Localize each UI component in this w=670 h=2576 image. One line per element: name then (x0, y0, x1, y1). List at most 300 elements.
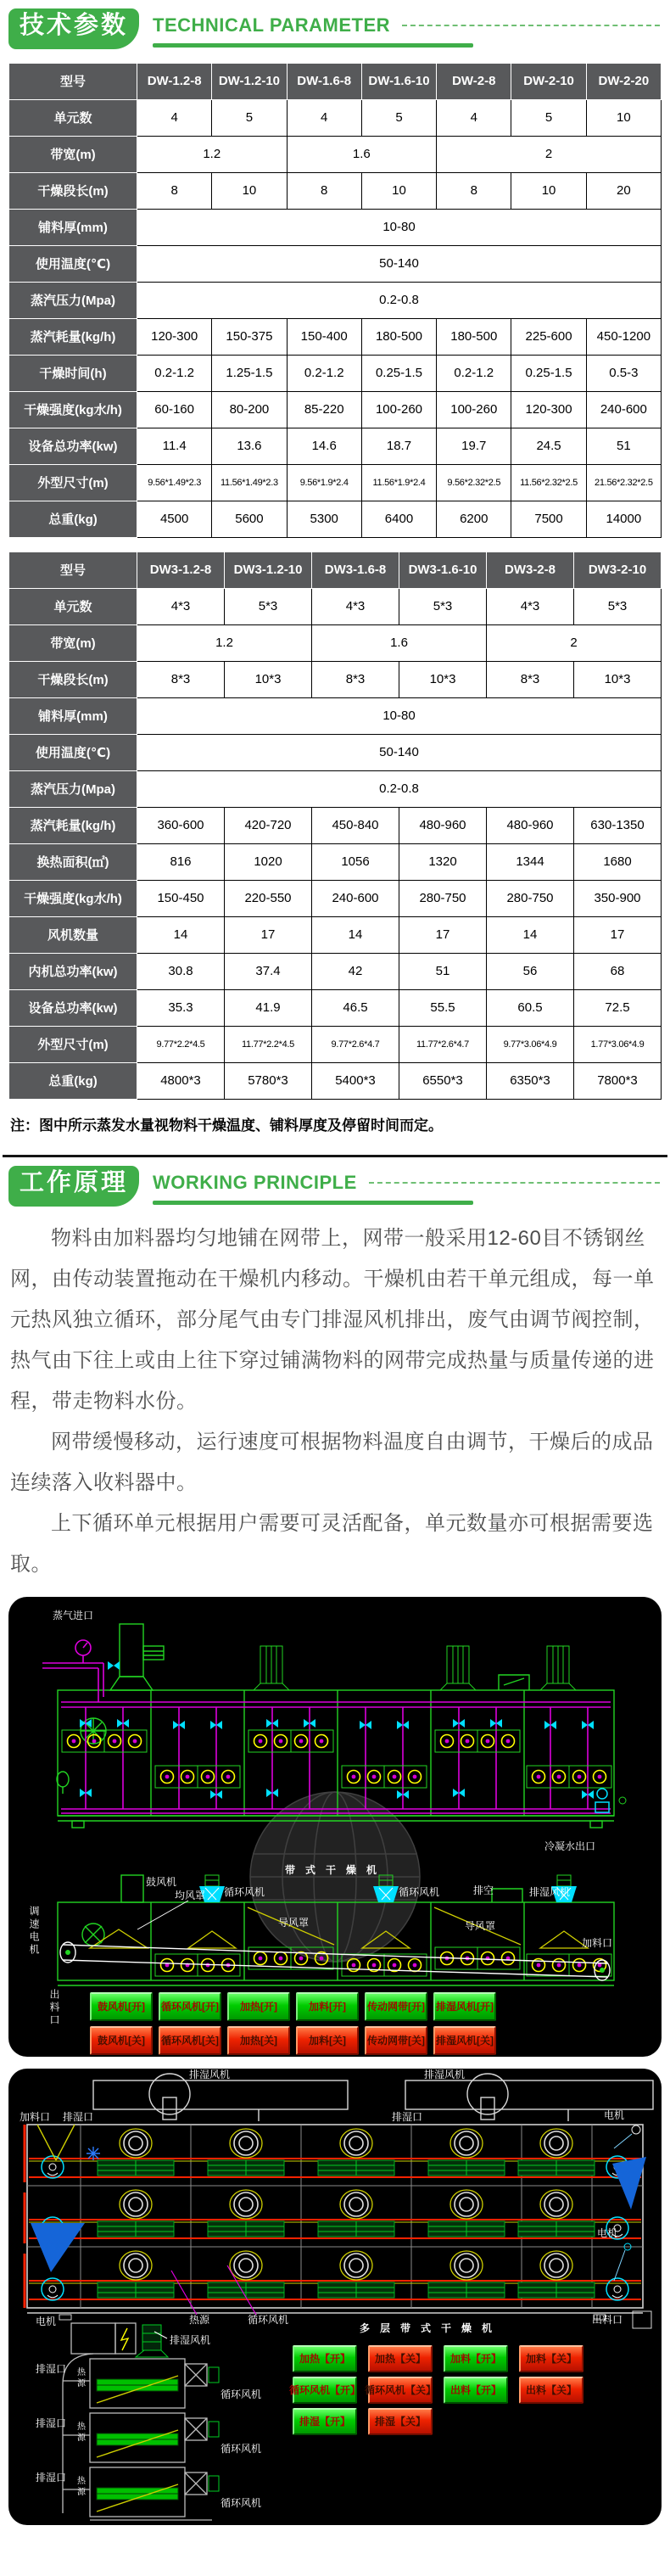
table-row (9, 245, 662, 282)
table-cell: 21.56*2.32*2.5 (586, 464, 661, 501)
row-label: 总重(kg) (9, 1062, 137, 1099)
table-row (9, 391, 662, 428)
condensate-outlet-label: 冷凝水出口 (544, 1840, 596, 1852)
table-row (9, 136, 662, 172)
table-cell: 9.56*1.49*2.3 (137, 464, 212, 501)
table-cell: 60-160 (137, 391, 212, 428)
table-cell: 6400 (361, 501, 436, 537)
row-label: 使用温度(℃) (9, 245, 137, 282)
row-label: 干燥时间(h) (9, 355, 137, 391)
working-principle-badge: 工作原理 (8, 1166, 139, 1207)
model-column-header: DW-1.6-8 (287, 63, 361, 99)
table-cell: 2 (437, 136, 662, 172)
dehumidify-fan-label: 排湿风机 (424, 2068, 466, 2080)
hmi-button-off[interactable]: 排湿【关】 (368, 2408, 433, 2435)
table-row (9, 172, 662, 209)
table-row (9, 501, 662, 537)
table-cell: 56 (487, 953, 574, 989)
heat-exchanger-band (342, 1766, 427, 1788)
table-cell: 480-960 (399, 807, 487, 843)
hmi-button-on[interactable]: 加热[开] (227, 1992, 290, 2021)
working-principle-title-en: WORKING PRINCIPLE (153, 1171, 357, 1193)
table-cell: 280-750 (487, 880, 574, 916)
table-cell: 4800*3 (137, 1062, 225, 1099)
blower-stack-icon (540, 1646, 576, 1690)
circulation-fan-label: 循环风机 (221, 2496, 262, 2509)
table-cell: 50-140 (137, 734, 662, 770)
table-cell: 10 (361, 172, 436, 209)
belt-dryer-hmi-panel (8, 1597, 662, 2057)
feed-inlet-label: 加料口 (20, 2110, 51, 2123)
hmi-button-off[interactable]: 传动网带[关] (365, 2026, 427, 2055)
table-cell: 630-1350 (574, 807, 662, 843)
table-cell: 68 (574, 953, 662, 989)
table-cell: 80-200 (212, 391, 287, 428)
table-cell: 0.2-1.2 (137, 355, 212, 391)
table-row (9, 770, 662, 807)
row-label: 设备总功率(kw) (9, 989, 137, 1026)
dashed-line-decoration (369, 1182, 660, 1184)
model-corner-header: 型号 (9, 552, 137, 588)
table-cell: 0.25-1.5 (511, 355, 586, 391)
hmi-button-on[interactable]: 排湿【开】 (293, 2408, 357, 2435)
discharge-box-icon (633, 2311, 651, 2328)
hmi-button-off[interactable]: 循环风机【关】 (368, 2377, 433, 2404)
table-cell: 14.6 (287, 428, 361, 464)
table-cell: 1.2 (137, 136, 288, 172)
heat-source-label: 热源 (189, 2313, 210, 2326)
table-cell: 450-1200 (586, 318, 661, 355)
table-cell: 10-80 (137, 697, 662, 734)
principle-paragraph: 网带缓慢移动，运行速度可根据物料温度自由调节，干燥后的成品连续落入收料器中。 (10, 1430, 654, 1494)
table-cell: 1.77*3.06*4.9 (574, 1026, 662, 1062)
tech-parameter-header (0, 0, 670, 49)
table-cell: 10-80 (137, 209, 662, 245)
table-cell: 480-960 (487, 807, 574, 843)
row-label: 干燥段长(m) (9, 172, 137, 209)
table-row (9, 953, 662, 989)
row-label: 蒸汽压力(Mpa) (9, 770, 137, 807)
pulley-icon (65, 1950, 70, 1955)
motor-label: 电机 (36, 2315, 57, 2327)
table-cell: 10 (212, 172, 287, 209)
lightning-icon (121, 2328, 128, 2350)
transfer-chute-right (612, 2157, 646, 2209)
row-label: 使用温度(℃) (9, 734, 137, 770)
steam-piping (42, 1640, 611, 1813)
table-cell: 37.4 (225, 953, 312, 989)
model-column-header: DW3-1.2-8 (137, 552, 225, 588)
table-row (9, 807, 662, 843)
table-cell: 14 (137, 916, 225, 953)
row-label: 换热面积(㎡) (9, 843, 137, 880)
dashed-line-decoration (402, 25, 660, 26)
spec-table-multi-layer (8, 552, 662, 1100)
table-row (9, 989, 662, 1026)
feed-chute-icon (37, 2125, 75, 2160)
table-cell: 14 (487, 916, 574, 953)
hmi-button-off[interactable]: 排湿风机[关] (433, 2026, 496, 2055)
table-row (9, 697, 662, 734)
table-cell: 1.6 (312, 624, 487, 661)
table-cell: 1.6 (287, 136, 437, 172)
valve-icon (108, 1661, 120, 1670)
row-label: 带宽(m) (9, 624, 137, 661)
table-cell: 41.9 (225, 989, 312, 1026)
table-row (9, 588, 662, 624)
table-note: 注：图中所示蒸发水量视物料干燥温度、铺料厚度及停留时间而定。 (10, 1117, 443, 1134)
motor-icon (632, 2125, 640, 2134)
spec-table-single-layer (8, 63, 662, 538)
table-cell: 5 (212, 99, 287, 136)
table-cell: 4500 (137, 501, 212, 537)
table-cell: 100-260 (361, 391, 436, 428)
table-cell: 350-900 (574, 880, 662, 916)
feed-inlet-label: 加料口 (582, 1936, 613, 1949)
model-column-header: DW-2-20 (586, 63, 661, 99)
hmi-button-on[interactable]: 加料【开】 (444, 2345, 508, 2372)
tech-parameter-title-en: TECHNICAL PARAMETER (153, 14, 391, 36)
table-cell: 5*3 (574, 588, 662, 624)
hmi-button-on[interactable]: 循环风机【开】 (293, 2377, 357, 2404)
air-spread-hood-label: 均风罩 (175, 1889, 206, 1901)
table-cell: 0.2-0.8 (137, 770, 662, 807)
dehumidify-port-label: 排湿口 (36, 2362, 67, 2375)
heat-source-label: 热源 (75, 2475, 85, 2498)
leader-line (614, 2134, 632, 2148)
heat-exchanger-band (248, 1730, 333, 1752)
table-cell: 20 (586, 172, 661, 209)
row-label: 干燥强度(kg水/h) (9, 391, 137, 428)
table-cell: 11.4 (137, 428, 212, 464)
table-cell: 5300 (287, 501, 361, 537)
row-label: 干燥段长(m) (9, 661, 137, 697)
side-view-stack (136, 2325, 168, 2357)
table-cell: 4 (287, 99, 361, 136)
working-principle-text (10, 1218, 660, 1585)
table-cell: 8 (137, 172, 212, 209)
hmi-button-on[interactable]: 出料【开】 (444, 2377, 508, 2404)
model-column-header: DW3-1.2-10 (225, 552, 312, 588)
dehumidify-port-label: 排湿口 (63, 2110, 94, 2123)
row-label: 单元数 (9, 588, 137, 624)
hmi-button-off[interactable]: 加热【关】 (368, 2345, 433, 2372)
table-row (9, 428, 662, 464)
heat-exchanger-band (155, 1766, 240, 1788)
table-cell: 225-600 (511, 318, 586, 355)
table-cell: 17 (399, 916, 487, 953)
dehumidify-fan-label: 排湿风机 (189, 2068, 231, 2080)
model-column-header: DW-2-10 (511, 63, 586, 99)
table-cell: 420-720 (225, 807, 312, 843)
table-cell: 10*3 (225, 661, 312, 697)
table-cell: 100-260 (437, 391, 511, 428)
hmi-button-on[interactable]: 排湿风机[开] (433, 1992, 496, 2021)
principle-paragraph: 上下循环单元根据用户需要可灵活配备，单元数量亦可根据需要选取。 (10, 1511, 654, 1576)
row-label: 总重(kg) (9, 501, 137, 537)
table-cell: 240-600 (312, 880, 399, 916)
table-cell: 14 (312, 916, 399, 953)
green-underline-decoration (153, 43, 473, 48)
model-column-header: DW-1.6-10 (361, 63, 436, 99)
dehumidify-port-label: 排湿口 (36, 2416, 67, 2429)
table-cell: 8*3 (312, 661, 399, 697)
table-cell: 10 (586, 99, 661, 136)
table-cell: 280-750 (399, 880, 487, 916)
dehumidify-fan-label: 排湿风机 (529, 1885, 571, 1898)
table-cell: 11.77*2.2*4.5 (225, 1026, 312, 1062)
table-cell: 2 (487, 624, 662, 661)
table-cell: 60.5 (487, 989, 574, 1026)
row-label: 铺料厚(mm) (9, 209, 137, 245)
tech-header-right (153, 8, 660, 48)
table-cell: 5*3 (225, 588, 312, 624)
hmi-button-off[interactable]: 加料【关】 (519, 2345, 583, 2372)
table-cell: 6200 (437, 501, 511, 537)
table-row (9, 99, 662, 136)
tech-parameter-badge: 技术参数 (8, 8, 139, 49)
row-label: 干燥强度(kg水/h) (9, 880, 137, 916)
table-row (9, 355, 662, 391)
table-row (9, 661, 662, 697)
table-cell: 51 (399, 953, 487, 989)
table-cell: 120-300 (511, 391, 586, 428)
model-column-header: DW3-1.6-10 (399, 552, 487, 588)
table-cell: 0.25-1.5 (361, 355, 436, 391)
diagram2-title: 多层带式干燥机 (359, 2321, 503, 2334)
table-cell: 14000 (586, 501, 661, 537)
hmi-button-on[interactable]: 加料[开] (296, 1992, 359, 2021)
blower-label: 鼓风机 (146, 1875, 177, 1888)
hmi-button-on[interactable]: 加热【开】 (293, 2345, 357, 2372)
table-cell: 1.2 (137, 624, 312, 661)
blower-stack-icon (254, 1646, 289, 1690)
table-cell: 51 (586, 428, 661, 464)
green-underline-decoration (153, 1201, 473, 1205)
speed-motor-label: 调速电机 (28, 1905, 40, 1957)
air-guide-hood-label: 导风罩 (278, 1916, 310, 1929)
table-cell: 11.56*1.9*2.4 (361, 464, 436, 501)
blower-stack-icon (440, 1646, 476, 1690)
hmi-button-off[interactable]: 加热[关] (227, 2026, 290, 2055)
table-row (9, 282, 662, 318)
table-cell: 180-500 (361, 318, 436, 355)
table-cell: 4*3 (137, 588, 225, 624)
row-label: 单元数 (9, 99, 137, 136)
side-view-motors (209, 2367, 219, 2491)
table-cell: 7500 (511, 501, 586, 537)
table-cell: 17 (225, 916, 312, 953)
principle-paragraph: 物料由加料器均匀地铺在网带上，网带一般采用12-60目不锈钢丝网，由传动装置拖动在干燥机内移动。干燥机由若干单元组成，每一单元热风独立循环，部分尾气由专门排湿风机排出，废气由调节阀控制，热气由下往上或由上往下穿过铺满物料的网带完成热量与质量传递的进程，带走物料水份。 (10, 1226, 655, 1413)
table-cell: 450-840 (312, 807, 399, 843)
diagram1-title: 带式干燥机 (284, 1863, 388, 1876)
table-cell: 120-300 (137, 318, 212, 355)
table-cell: 1680 (574, 843, 662, 880)
hmi-button-on[interactable]: 循环风机[开] (159, 1992, 221, 2021)
table-row (9, 880, 662, 916)
snowflake-icon (87, 2147, 100, 2160)
circulation-fan-label: 循环风机 (248, 2313, 289, 2326)
air-guide-hood-label: 导风罩 (465, 1919, 496, 1932)
table-cell: 17 (574, 916, 662, 953)
heat-source-label: 热源 (75, 2366, 85, 2389)
table-cell: 5 (511, 99, 586, 136)
leader-line (614, 2250, 625, 2281)
table-cell: 1.25-1.5 (212, 355, 287, 391)
transfer-chute-left (31, 2223, 85, 2272)
table-cell: 50-140 (137, 245, 662, 282)
table-cell: 5400*3 (312, 1062, 399, 1099)
side-view-heaters (97, 2376, 178, 2512)
table-cell: 8 (437, 172, 511, 209)
table-cell: 5 (361, 99, 436, 136)
table-cell: 46.5 (312, 989, 399, 1026)
table-cell: 4*3 (312, 588, 399, 624)
table-cell: 816 (137, 843, 225, 880)
table-cell: 4*3 (487, 588, 574, 624)
row-label: 蒸汽压力(Mpa) (9, 282, 137, 318)
table-cell: 240-600 (586, 391, 661, 428)
table-cell: 42 (312, 953, 399, 989)
table-row (9, 1062, 662, 1099)
table-cell: 24.5 (511, 428, 586, 464)
multilayer-dryer-hmi-panel (8, 2069, 662, 2525)
table-row (9, 843, 662, 880)
table-row (9, 464, 662, 501)
table-cell: 10*3 (399, 661, 487, 697)
row-label: 蒸汽耗量(kg/h) (9, 318, 137, 355)
row-label: 外型尺寸(m) (9, 464, 137, 501)
table-cell: 10*3 (574, 661, 662, 697)
table-cell: 6350*3 (487, 1062, 574, 1099)
model-column-header: DW3-2-8 (487, 552, 574, 588)
table-cell: 35.3 (137, 989, 225, 1026)
dehumidify-port-label: 排湿口 (392, 2110, 423, 2123)
dehumidify-fan-label: 排湿风机 (170, 2333, 211, 2346)
table-cell: 150-450 (137, 880, 225, 916)
hmi-button-off[interactable]: 鼓风机[关] (90, 2026, 153, 2055)
pulley-icon (600, 1968, 605, 1973)
table-cell: 7800*3 (574, 1062, 662, 1099)
table-cell: 11.56*1.49*2.3 (212, 464, 287, 501)
motor-label: 电机 (597, 2226, 618, 2239)
hmi-button-on[interactable]: 鼓风机[开] (90, 1992, 153, 2021)
table-cell: 9.77*2.6*4.7 (312, 1026, 399, 1062)
circulation-fan-label: 循环风机 (221, 2442, 262, 2455)
table-cell: 180-500 (437, 318, 511, 355)
steam-inlet-label: 蒸气进口 (53, 1609, 94, 1621)
discharge-outlet-label: 出料口 (592, 2313, 623, 2326)
heat-exchanger-band (527, 1766, 611, 1788)
watermark-globe (250, 1792, 420, 1962)
table-cell: 0.2-0.8 (137, 282, 662, 318)
hmi-button-off[interactable]: 循环风机[关] (159, 2026, 221, 2055)
table-cell: 150-375 (212, 318, 287, 355)
model-column-header: DW-1.2-10 (212, 63, 287, 99)
table-cell: 8*3 (137, 661, 225, 697)
model-column-header: DW3-2-10 (574, 552, 662, 588)
table-cell: 150-400 (287, 318, 361, 355)
table-cell: 0.5-3 (586, 355, 661, 391)
belt-dryer-diagram (8, 1597, 662, 2057)
heat-exchanger-band (435, 1730, 520, 1752)
table-cell: 4 (137, 99, 212, 136)
table-cell: 1056 (312, 843, 399, 880)
table-cell: 0.2-1.2 (437, 355, 511, 391)
circulation-fan-label: 循环风机 (399, 1885, 440, 1898)
vent-label: 排空 (473, 1884, 494, 1896)
hmi-button-off[interactable]: 加料[关] (296, 2026, 359, 2055)
table-cell: 30.8 (137, 953, 225, 989)
table-row (9, 916, 662, 953)
row-label: 蒸汽耗量(kg/h) (9, 807, 137, 843)
table-cell: 4 (437, 99, 511, 136)
layer-fans-and-heaters (42, 2129, 628, 2300)
table-cell: 1344 (487, 843, 574, 880)
table-cell: 360-600 (137, 807, 225, 843)
principle-header-right (153, 1166, 660, 1205)
table-row (9, 1026, 662, 1062)
row-label: 风机数量 (9, 916, 137, 953)
hmi-button-on[interactable]: 传动网带[开] (365, 1992, 427, 2021)
row-label: 外型尺寸(m) (9, 1026, 137, 1062)
table-cell: 6550*3 (399, 1062, 487, 1099)
table-header-row (9, 63, 662, 99)
motor-label: 电机 (604, 2108, 625, 2121)
discharge-outlet-label: 出料口 (48, 1988, 60, 2027)
table-cell: 5*3 (399, 588, 487, 624)
table-cell: 5780*3 (225, 1062, 312, 1099)
table-cell: 72.5 (574, 989, 662, 1026)
table-cell: 13.6 (212, 428, 287, 464)
leader-line (137, 1901, 188, 1929)
table-cell: 1020 (225, 843, 312, 880)
model-corner-header: 型号 (9, 63, 137, 99)
table-cell: 55.5 (399, 989, 487, 1026)
table-cell: 9.77*2.2*4.5 (137, 1026, 225, 1062)
row-label: 铺料厚(mm) (9, 697, 137, 734)
hmi-button-off[interactable]: 出料【关】 (519, 2377, 583, 2404)
hmi-button-grid (289, 2345, 583, 2435)
model-column-header: DW3-1.6-8 (312, 552, 399, 588)
circulation-fan-label: 循环风机 (224, 1885, 265, 1898)
drain-icon (619, 1797, 626, 1804)
table-cell: 9.56*2.32*2.5 (437, 464, 511, 501)
hmi-button-grid (90, 1992, 496, 2055)
multilayer-dryer-diagram (8, 2069, 662, 2525)
table-row (9, 624, 662, 661)
table-cell: 5600 (212, 501, 287, 537)
circulation-fan-label: 循环风机 (221, 2388, 262, 2400)
table-cell: 8*3 (487, 661, 574, 697)
table-cell: 18.7 (361, 428, 436, 464)
table-cell: 9.56*1.9*2.4 (287, 464, 361, 501)
table-cell: 1320 (399, 843, 487, 880)
heat-source-label: 热源 (75, 2421, 85, 2444)
table-cell: 9.77*3.06*4.9 (487, 1026, 574, 1062)
model-column-header: DW-2-8 (437, 63, 511, 99)
table-row (9, 318, 662, 355)
table-cell: 85-220 (287, 391, 361, 428)
row-label: 内机总功率(kw) (9, 953, 137, 989)
table-cell: 19.7 (437, 428, 511, 464)
table-row (9, 734, 662, 770)
table-cell: 10 (511, 172, 586, 209)
row-label: 带宽(m) (9, 136, 137, 172)
model-column-header: DW-1.2-8 (137, 63, 212, 99)
heat-exchanger-band (527, 1954, 611, 1976)
working-principle-header (0, 1157, 670, 1207)
